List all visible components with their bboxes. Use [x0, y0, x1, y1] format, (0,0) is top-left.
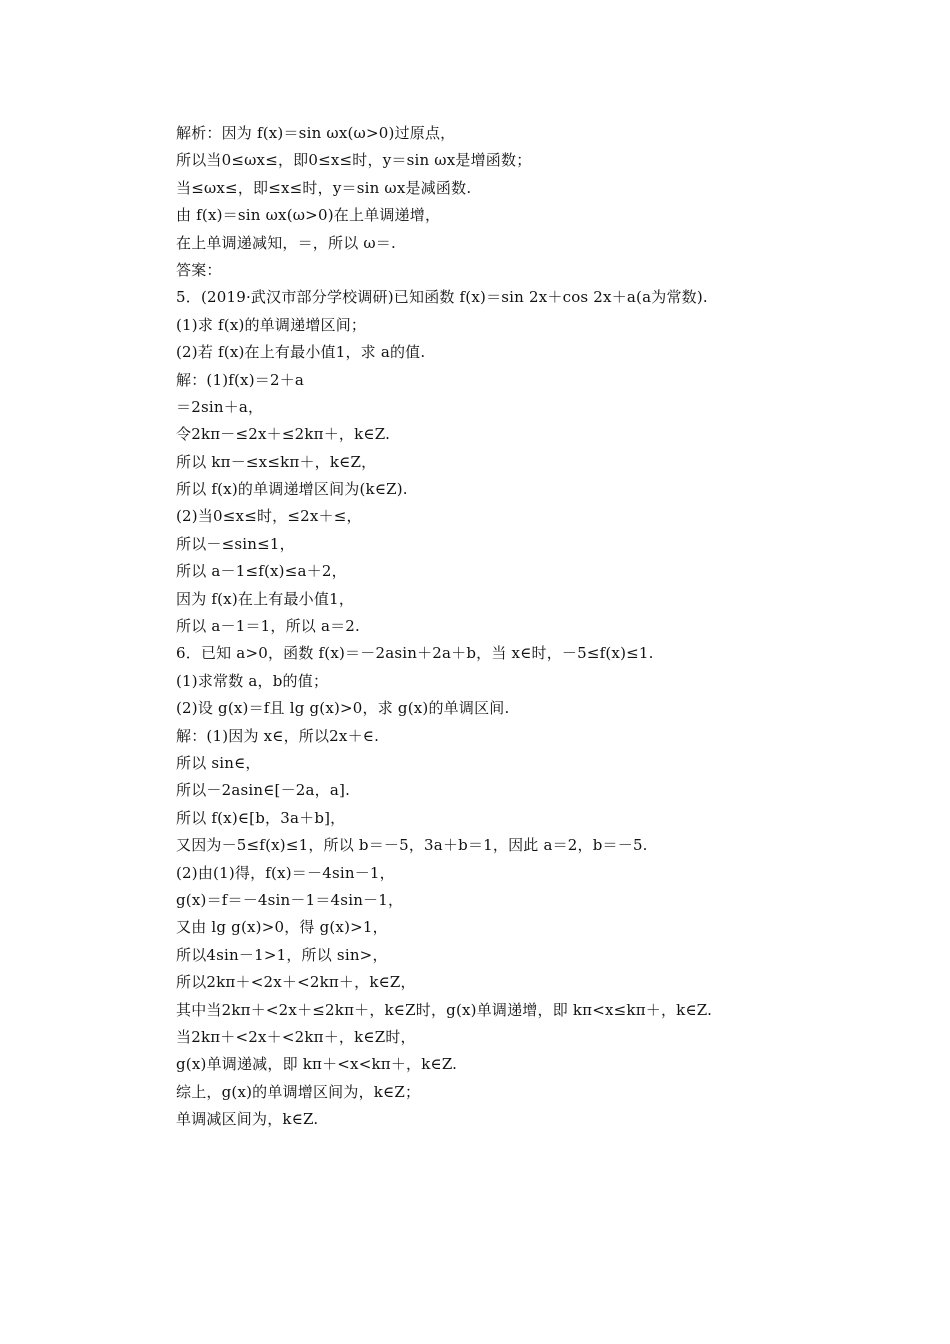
text-line: 所以 f(x)的单调递增区间为(k∈Z). [176, 480, 408, 499]
text-line: (1)求常数 a，b的值； [176, 671, 329, 690]
text-line: (2)当0≤x≤时，≤2x＋≤， [176, 507, 362, 526]
text-line: 所以－2asin∈[－2a，a]. [176, 781, 351, 800]
text-line: 解：(1)f(x)＝2＋a [176, 370, 305, 389]
text-line: 令2kπ－≤2x＋≤2kπ＋，k∈Z. [176, 425, 391, 444]
text-line: (2)由(1)得，f(x)＝－4sin－1， [176, 863, 395, 882]
text-line: 综上，g(x)的单调增区间为，k∈Z； [176, 1082, 421, 1101]
text-line: 所以当0≤ωx≤，即0≤x≤时，y＝sin ωx是增函数； [176, 151, 532, 170]
text-line: 在上单调递减知，＝，所以 ω＝. [176, 233, 396, 252]
text-line: 所以 a－1≤f(x)≤a＋2， [176, 562, 347, 581]
text-line: g(x)单调递减，即 kπ＋<x<kπ＋，k∈Z. [176, 1055, 458, 1074]
problem-6-statement: 6．已知 a>0，函数 f(x)＝－2asin＋2a＋b，当 x∈时，－5≤f(x)≤1. [176, 644, 654, 663]
text-line: 当≤ωx≤，即≤x≤时，y＝sin ωx是减函数. [176, 178, 472, 197]
text-line: 其中当2kπ＋<2x＋≤2kπ＋，k∈Z时，g(x)单调递增，即 kπ<x≤kπ＋，k∈Z. [176, 1000, 713, 1019]
text-line: 由 f(x)＝sin ωx(ω>0)在上单调递增， [176, 206, 441, 225]
text-line: 所以 a－1＝1，所以 a＝2. [176, 617, 361, 636]
text-line: (2)设 g(x)＝f且 lg g(x)>0，求 g(x)的单调区间. [176, 699, 510, 718]
text-line: 解析：因为 f(x)＝sin ωx(ω>0)过原点， [176, 124, 456, 142]
text-line: (2)若 f(x)在上有最小值1，求 a的值. [176, 343, 426, 362]
text-line: 所以2kπ＋<2x＋<2kπ＋，k∈Z， [176, 973, 416, 992]
text-line: 所以 sin∈， [176, 753, 261, 772]
text-line: 所以4sin－1>1，所以 sin>， [176, 945, 388, 964]
text-line: 当2kπ＋<2x＋<2kπ＋，k∈Z时， [176, 1027, 416, 1046]
text-line: ＝2sin＋a， [176, 397, 264, 416]
text-line: 因为 f(x)在上有最小值1， [176, 589, 355, 608]
text-line: 所以 kπ－≤x≤kπ＋，k∈Z， [176, 452, 377, 471]
text-line: 所以－≤sin≤1， [176, 534, 295, 553]
text-line: g(x)＝f＝－4sin－1＝4sin－1， [176, 890, 404, 909]
text-line: 单调减区间为，k∈Z. [176, 1110, 319, 1129]
answer-label: 答案： [176, 260, 222, 279]
text-line: 又因为－5≤f(x)≤1，所以 b＝－5，3a＋b＝1，因此 a＝2，b＝－5. [176, 836, 648, 855]
text-line: 所以 f(x)∈[b，3a＋b]， [176, 808, 346, 827]
document-body [176, 120, 816, 1133]
text-line: 解：(1)因为 x∈，所以2x＋∈. [176, 726, 380, 745]
problem-5-statement: 5．(2019·武汉市部分学校调研)已知函数 f(x)＝sin 2x＋cos 2x＋a(a为常数). [176, 288, 708, 307]
text-line: (1)求 f(x)的单调递增区间； [176, 315, 367, 334]
text-line: 又由 lg g(x)>0，得 g(x)>1， [176, 918, 388, 937]
